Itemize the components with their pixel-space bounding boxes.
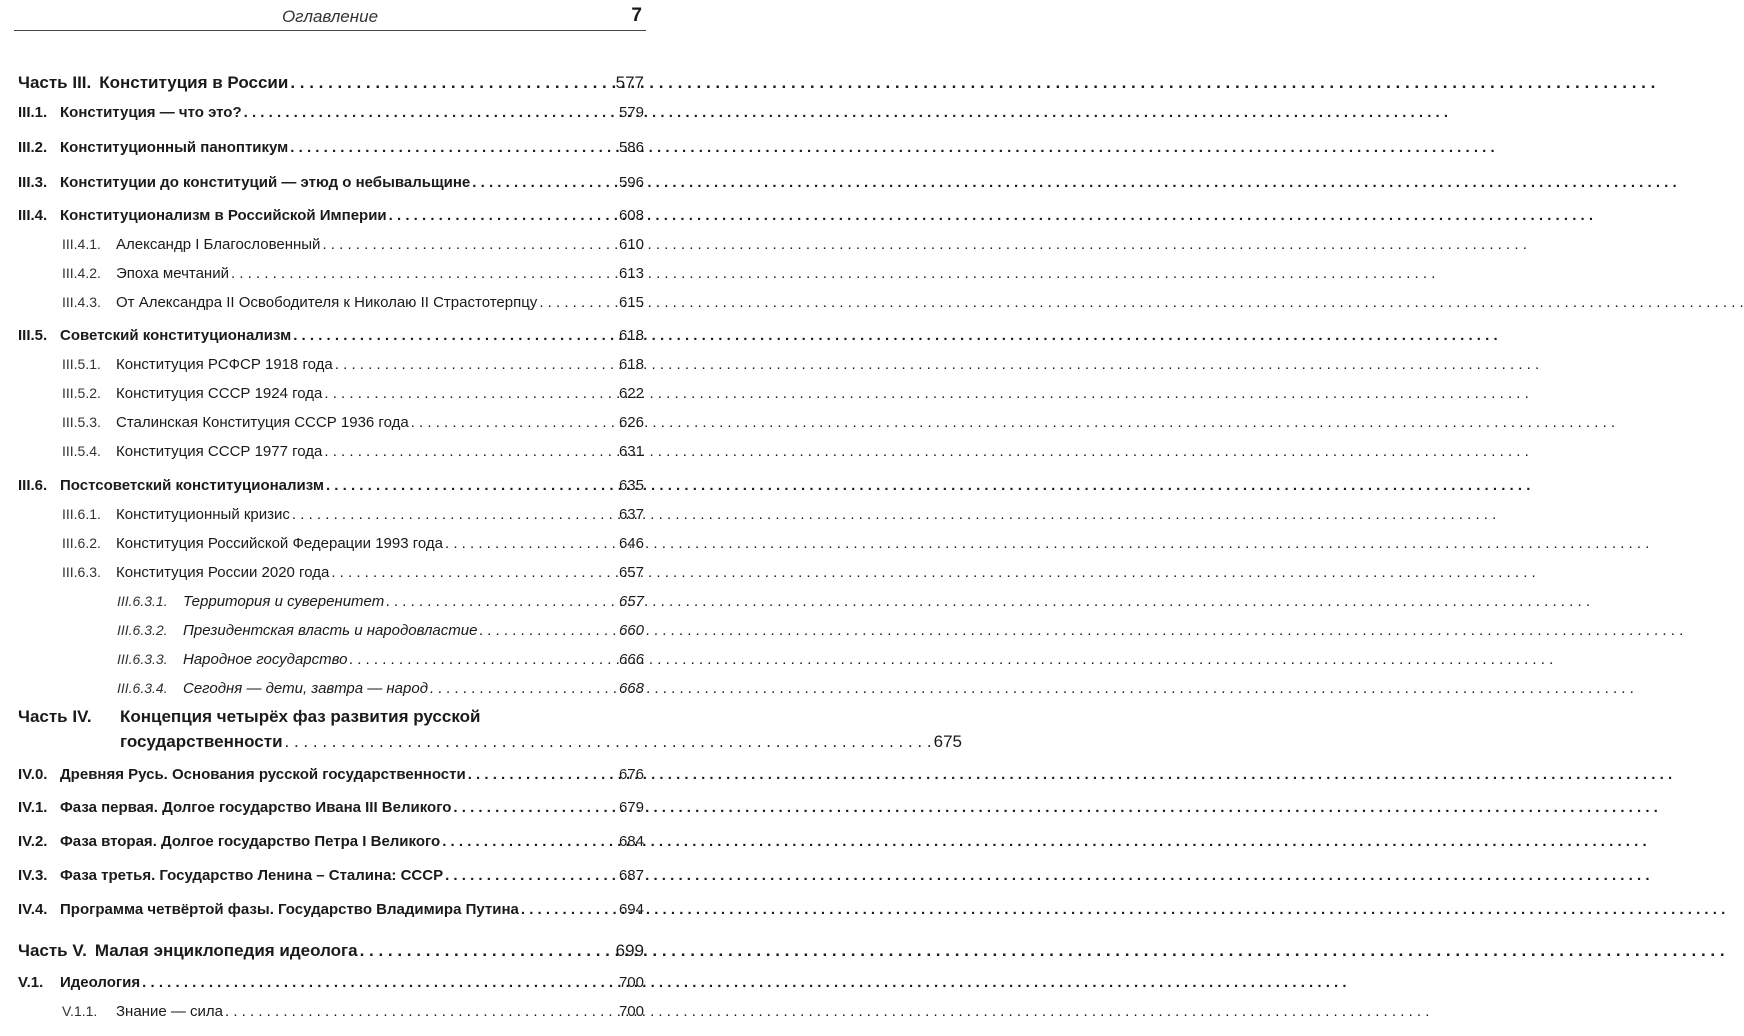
leader-dots [290, 139, 617, 156]
toc-entry-title: Сегодня — дети, завтра — народ [183, 680, 429, 697]
toc-entry-page: 699 [615, 941, 644, 960]
toc-entry-page: 660 [618, 622, 644, 639]
leader-dots [453, 799, 617, 816]
toc-entry-title: Фаза вторая. Долгое государство Петра I Великого [60, 833, 441, 850]
toc-entry-title: Конституционализм в Российской Империи [60, 207, 387, 224]
toc-entry-title: Фаза третья. Государство Ленина – Сталина: СССР [60, 867, 444, 884]
toc-entry-code: III.5.3. [62, 414, 101, 430]
toc-entry-code: III.5.2. [62, 385, 101, 401]
leader-dots [231, 265, 617, 282]
toc-entry-code: III.3. [18, 174, 48, 191]
toc-entry-title: Советский конституционализм [60, 327, 292, 344]
leader-dots [331, 564, 617, 581]
leader-dots [521, 901, 617, 918]
leader-dots [539, 294, 617, 311]
toc-entry-page: 646 [618, 535, 644, 552]
toc-entry-title: От Александра II Освободителя к Николаю II Страстотерпцу [116, 294, 538, 311]
toc-entry-page: 626 [618, 414, 644, 431]
toc-entry-title: Сталинская Конституция СССР 1936 года [116, 414, 409, 431]
toc-entry-code: III.6.1. [62, 506, 101, 522]
toc-entry-title: Конституция России 2020 года [116, 564, 330, 581]
toc-entry-page: 668 [618, 680, 644, 697]
toc-entry-page: 586 [618, 139, 644, 156]
toc-entry [18, 799, 644, 816]
leader-dots [430, 680, 617, 697]
toc-entry [62, 356, 644, 373]
toc-entry-title: Программа четвёртой фазы. Государство Владимира Путина [60, 901, 519, 918]
leader-dots [349, 651, 616, 668]
toc-entry [62, 443, 644, 460]
toc-entry-page: 579 [618, 104, 644, 121]
toc-entry [18, 327, 644, 344]
leader-dots [335, 356, 617, 373]
toc-entry [117, 593, 644, 610]
toc-entry-page: 657 [618, 593, 644, 610]
toc-entry-title: Конституция — что это? [60, 104, 242, 121]
page-number: 7 [631, 5, 642, 26]
leader-dots [142, 974, 617, 991]
toc-entry-page: 694 [618, 901, 644, 918]
toc-entry [18, 477, 644, 494]
toc-entry-code: III.5.1. [62, 356, 101, 372]
toc-entry-title: Александр I Благословенный [116, 236, 321, 253]
toc-entry-title: Президентская власть и народовластие [183, 622, 478, 639]
toc-entry-title: Конституция СССР 1977 года [116, 443, 323, 460]
toc-entry-page: 608 [618, 207, 644, 224]
leader-dots [322, 236, 617, 253]
toc-entry-page: 676 [618, 766, 644, 783]
toc-entry-page: 631 [618, 443, 644, 460]
toc-entry [117, 680, 644, 697]
leader-dots [292, 506, 617, 523]
toc-entry-page: 635 [618, 477, 644, 494]
toc-entry-code: IV.3. [18, 867, 48, 884]
toc-entry-page: 684 [618, 833, 644, 850]
toc-entry-title: Конституционный кризис [116, 506, 290, 523]
toc-entry-code: IV.0. [18, 766, 48, 783]
toc-entry-page: 615 [618, 294, 644, 311]
toc-entry-title: Конституция СССР 1924 года [116, 385, 323, 402]
toc-entry-page: 618 [618, 356, 644, 373]
toc-entry-title: Территория и суверенитет [183, 593, 385, 610]
toc-entry-page: 610 [618, 236, 644, 253]
toc-entry [62, 1003, 644, 1020]
toc-entry-page: 687 [618, 867, 644, 884]
toc-entry [62, 564, 644, 581]
toc-entry-title-line2: государственности [120, 732, 283, 751]
toc-entry [62, 294, 644, 311]
toc-entry [62, 506, 644, 523]
toc-entry-page: 613 [618, 265, 644, 282]
toc-entry-page: 675 [933, 732, 962, 751]
toc-entry-page: 577 [615, 73, 644, 92]
toc-entry-page: 700 [618, 974, 644, 991]
leader-dots [479, 622, 617, 639]
toc-entry [62, 385, 644, 402]
toc-entry-page: 637 [618, 506, 644, 523]
page-header [14, 0, 646, 31]
leader-dots [326, 477, 617, 494]
toc-entry [18, 73, 644, 93]
leader-dots [290, 73, 613, 93]
leader-dots [386, 593, 617, 610]
toc-entry-code: III.6.3.3. [117, 651, 168, 667]
toc-entry-code: Часть V. [18, 941, 87, 960]
toc-entry-title: Конституционный паноптикум [60, 139, 289, 156]
toc-entry [117, 651, 644, 668]
leader-dots [324, 443, 617, 460]
toc-entry [62, 236, 644, 253]
toc-entry-code: III.6. [18, 477, 48, 494]
toc-entry-title: Знание — сила [116, 1003, 223, 1020]
toc-entry-code: IV.1. [18, 799, 48, 816]
leader-dots [442, 833, 617, 850]
toc-entry-code: III.6.3.2. [117, 622, 168, 638]
leader-dots [445, 535, 617, 552]
toc-entry [117, 622, 644, 639]
toc-entry-code: III.6.3.4. [117, 680, 168, 696]
leader-dots [225, 1003, 617, 1020]
toc-entry-title: Конституции до конституций — этюд о небывальщине [60, 174, 471, 191]
leader-dots [411, 414, 617, 431]
toc-entry [62, 414, 644, 431]
toc-entry-code: III.6.3. [62, 564, 101, 580]
toc-entry-title: Идеология [60, 974, 141, 991]
toc-part-iv [18, 707, 962, 752]
toc-entry [18, 174, 644, 191]
toc-entry-page: 596 [618, 174, 644, 191]
toc-entry-page: 679 [618, 799, 644, 816]
toc-entry-code: III.5.4. [62, 443, 101, 459]
running-title: Оглавление [281, 7, 379, 26]
toc-entry [18, 941, 644, 961]
leader-dots [360, 941, 614, 961]
toc-entry-code: III.6.3.1. [117, 593, 168, 609]
toc-entry-code: Часть III. [18, 73, 92, 92]
toc-entry-title: Древняя Русь. Основания русской государственности [60, 766, 466, 783]
toc-entry [18, 766, 644, 783]
toc-entry-page: 622 [618, 385, 644, 402]
toc-entry-code: III.6.2. [62, 535, 101, 551]
toc-entry-title: Постсоветский конституционализм [60, 477, 324, 494]
toc-entry-page: 666 [618, 651, 644, 668]
toc-entry-title-line1: Концепция четырёх фаз развития русской [120, 707, 481, 726]
toc-entry-code: III.2. [18, 139, 48, 156]
toc-entry-code: Часть IV. [18, 707, 92, 726]
leader-dots [445, 867, 617, 884]
toc-entry-title: Фаза первая. Долгое государство Ивана III Великого [60, 799, 452, 816]
leader-dots: . . . . . . . . . . . . . . . . . . . . . . . . . . . . . . . . . . . . . . . . . . . . . . . . . . . . . . . . . . . . . . . . . . . . . [284, 732, 932, 751]
toc-entry [18, 833, 644, 850]
toc-entry-page: 700 [618, 1003, 644, 1020]
leader-dots [244, 104, 617, 121]
toc-entry-code: III.4.2. [62, 265, 101, 281]
toc-entry-page: 657 [618, 564, 644, 581]
toc-entry-code: IV.4. [18, 901, 48, 918]
toc-entry-code: V.1. [18, 974, 44, 991]
toc-entry-code: III.1. [18, 104, 48, 121]
toc-entry-title: Конституция Российской Федерации 1993 года [116, 535, 443, 552]
toc-entry-code: III.4.3. [62, 294, 101, 310]
toc-entry-page: 618 [618, 327, 644, 344]
toc-entry [18, 867, 644, 884]
toc-entry [18, 901, 644, 918]
toc-entry [62, 265, 644, 282]
toc-entry-title: Эпоха мечтаний [116, 265, 229, 282]
leader-dots [293, 327, 617, 344]
toc-entry-title: Малая энциклопедия идеолога [94, 941, 358, 960]
toc-entry-title: Конституция РСФСР 1918 года [116, 356, 333, 373]
toc-entry-code: III.4. [18, 207, 48, 224]
leader-dots [324, 385, 617, 402]
toc-entry [18, 974, 644, 991]
toc-entry [18, 104, 644, 121]
toc-entry-title: Конституция в России [99, 73, 289, 92]
toc-entry-code: IV.2. [18, 833, 48, 850]
toc-entry-title: Народное государство [183, 651, 348, 668]
leader-dots [472, 174, 617, 191]
leader-dots [468, 766, 617, 783]
toc-entry [62, 535, 644, 552]
toc-entry-code: V.1.1. [62, 1003, 98, 1019]
toc-entry-code: III.5. [18, 327, 48, 344]
toc-entry-code: III.4.1. [62, 236, 101, 252]
leader-dots [389, 207, 617, 224]
toc-entry [18, 139, 644, 156]
toc-entry [18, 207, 644, 224]
